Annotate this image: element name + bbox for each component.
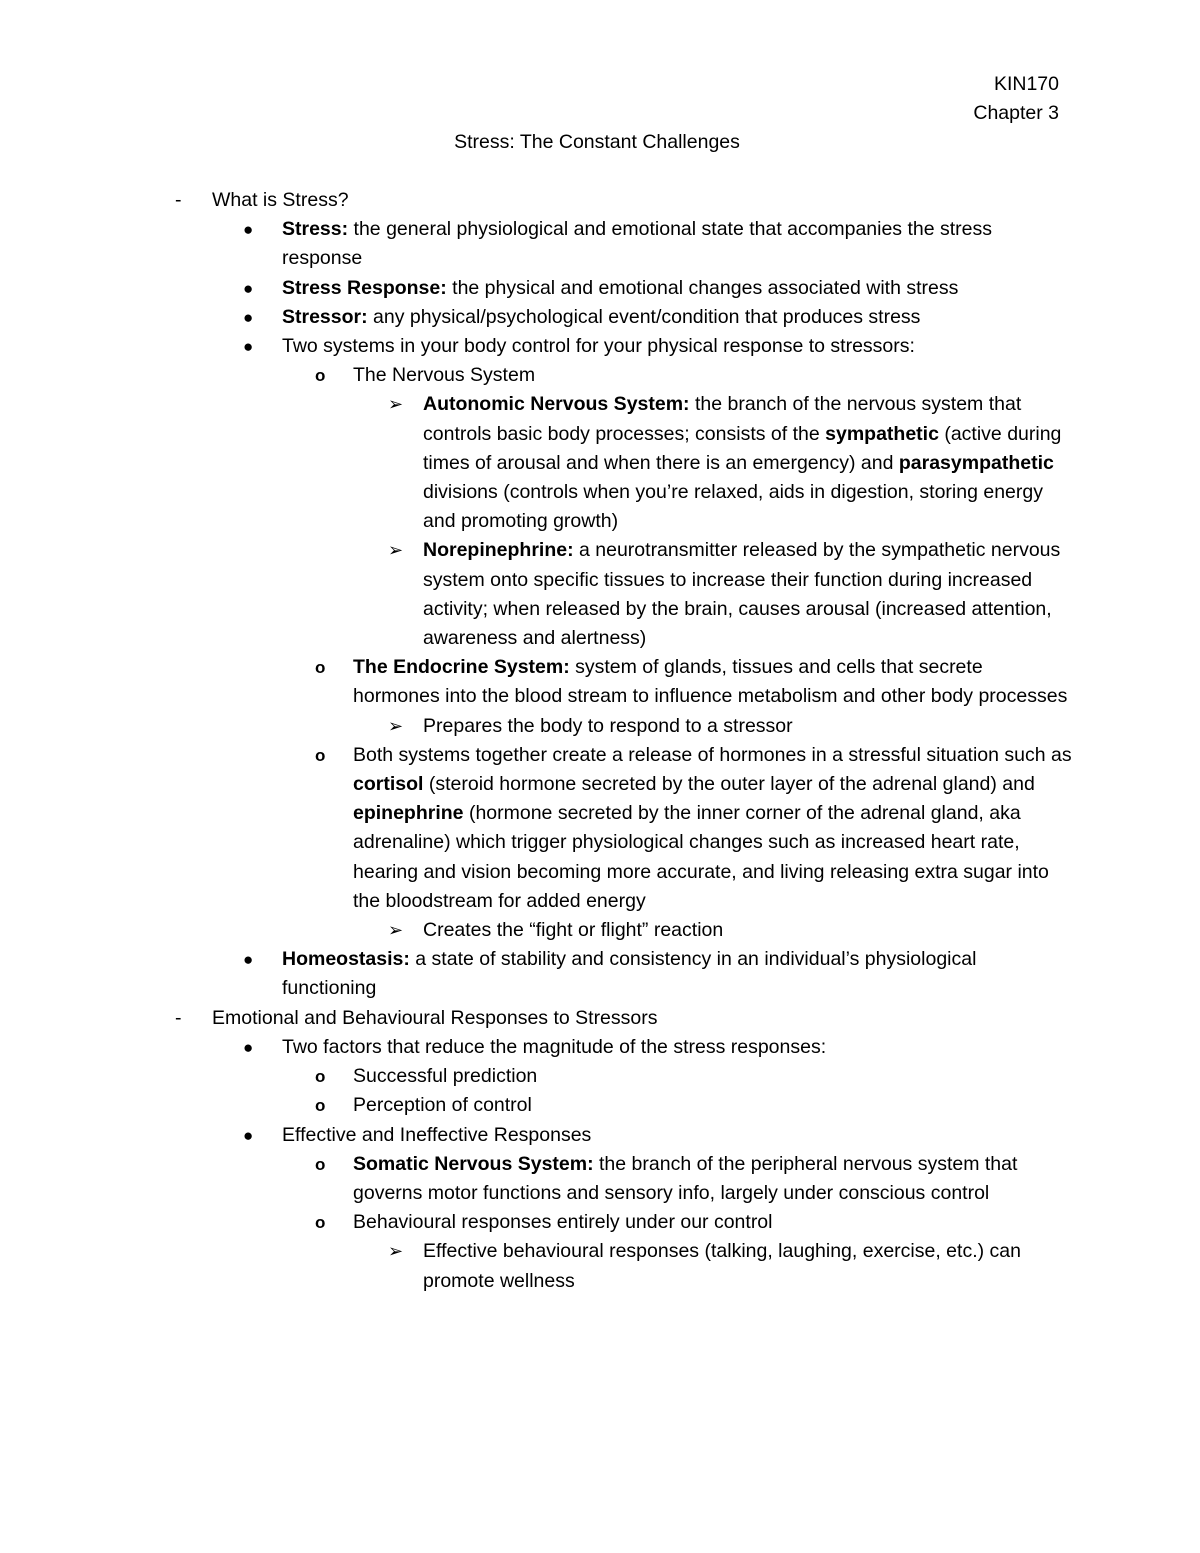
key-term: Homeostasis: [282, 948, 410, 971]
text-segment: the branch of the nervous system that controls basic body processes; consists of the [423, 393, 1022, 445]
outline-item [0, 215, 1200, 273]
circle-marker: o [315, 1067, 326, 1087]
bullet-marker: ● [243, 307, 254, 327]
page-header [973, 70, 1059, 128]
outline-item-text [423, 1237, 1073, 1295]
outline-item [0, 274, 1200, 303]
chapter-label: Chapter 3 [973, 102, 1059, 125]
bullet-marker: ● [243, 1125, 254, 1145]
item-description: What is Stress? [212, 189, 349, 211]
outline-item-text [423, 390, 1073, 536]
circle-marker: o [315, 745, 326, 765]
item-description: Creates the “fight or flight” reaction [423, 919, 724, 942]
outline-item-text [353, 361, 1073, 390]
outline-item-text [282, 274, 1072, 303]
outline-item-text [423, 712, 1073, 741]
circle-marker: o [315, 366, 326, 386]
outline-item-text [282, 1121, 1072, 1150]
key-term: Stress: [282, 218, 349, 241]
circle-marker: o [315, 1154, 326, 1174]
outline-item-text [353, 1150, 1073, 1208]
dash-marker: - [175, 189, 182, 211]
outline-item-text [423, 916, 1073, 945]
item-description: system of glands, tissues and cells that secrete hormones into the blood stream to influence metabolism and other body processes [353, 656, 1068, 708]
dash-marker: - [175, 1006, 182, 1029]
key-term: Autonomic Nervous System: [423, 393, 690, 416]
item-description: the general physiological and emotional state that accompanies the stress response [282, 218, 993, 270]
outline-item-text [353, 741, 1073, 916]
notes-outline [0, 186, 1200, 1296]
outline-item-text [282, 1033, 1072, 1062]
outline-item [0, 945, 1200, 1003]
item-description: The Nervous System [353, 364, 536, 387]
key-term: cortisol [353, 773, 424, 796]
outline-item [0, 1004, 1200, 1033]
item-description: Perception of control [353, 1094, 532, 1117]
outline-item-text [353, 653, 1073, 711]
bullet-marker: ● [243, 950, 254, 970]
outline-item [0, 361, 1200, 390]
outline-item [0, 303, 1200, 332]
key-term: parasympathetic [898, 451, 1054, 474]
arrow-marker: ➢ [388, 540, 404, 561]
outline-item-text [282, 303, 1072, 332]
course-code: KIN170 [993, 73, 1059, 95]
outline-item-text [282, 215, 1072, 273]
outline-item [0, 332, 1200, 361]
outline-item [0, 916, 1200, 945]
circle-marker: o [315, 1096, 326, 1116]
item-description: Two systems in your body control for your physical response to stressors: [282, 335, 915, 358]
arrow-marker: ➢ [388, 394, 404, 415]
outline-item-text [282, 332, 1072, 361]
item-description: a state of stability and consistency in an individual’s physiological functioning [282, 948, 977, 1000]
item-description: Effective and Ineffective Responses [282, 1123, 592, 1146]
bullet-marker: ● [243, 278, 254, 298]
arrow-marker: ➢ [388, 715, 404, 736]
outline-item-text [282, 945, 1072, 1003]
key-term: The Endocrine System: [353, 656, 570, 679]
key-term: Somatic Nervous System: [353, 1152, 594, 1175]
item-description: Successful prediction [353, 1065, 538, 1088]
text-segment: Both systems together create a release of hormones in a stressful situation such as [353, 743, 1072, 766]
arrow-marker: ➢ [388, 1241, 404, 1262]
arrow-marker: ➢ [388, 920, 404, 941]
outline-item-text [212, 1004, 1072, 1033]
item-description: the physical and emotional changes associated with stress [446, 276, 959, 299]
text-segment: divisions (controls when you’re relaxed, aids in digestion, storing energy and promoting growth) [423, 481, 1043, 533]
circle-marker: o [315, 1213, 326, 1233]
outline-item [0, 1091, 1200, 1120]
outline-item [0, 1062, 1200, 1091]
text-segment: (steroid hormone secreted by the outer layer of the adrenal gland) and [423, 773, 1035, 796]
outline-item [0, 712, 1200, 741]
key-term: Norepinephrine: [423, 539, 574, 562]
outline-item-text [212, 186, 1072, 215]
text-segment: (hormone secreted by the inner corner of the adrenal gland, aka adrenaline) which trigger physiological changes such as increased heart rate, hearing and vision becoming more accurate, and living releasing extra sugar into the bloodstream for added energy [353, 802, 1049, 912]
outline-item [0, 1237, 1200, 1295]
item-description: Behavioural responses entirely under our control [353, 1211, 773, 1234]
outline-item [0, 390, 1200, 536]
text-segment: (active during times of arousal and when there is an emergency) and [423, 422, 1062, 474]
outline-item [0, 1208, 1200, 1237]
outline-item-text [353, 1062, 1073, 1091]
key-term: Stressor: [282, 305, 368, 328]
outline-item [0, 653, 1200, 711]
item-description: Effective behavioural responses (talking, laughing, exercise, etc.) can promote wellness [423, 1240, 1021, 1292]
bullet-marker: ● [243, 220, 254, 240]
outline-item [0, 536, 1200, 653]
outline-item [0, 1121, 1200, 1150]
item-description: Emotional and Behavioural Responses to Stressors [212, 1006, 658, 1029]
outline-item-text [423, 536, 1073, 653]
item-description: Two factors that reduce the magnitude of the stress responses: [282, 1035, 827, 1058]
bullet-marker: ● [243, 337, 254, 357]
outline-item [0, 1033, 1200, 1062]
item-description: a neurotransmitter released by the sympathetic nervous system onto specific tissues to increase their function during increased activity; when released by the brain, causes arousal (increased attention, awareness and alertness) [423, 539, 1061, 650]
item-description: Prepares the body to respond to a stressor [423, 714, 793, 737]
page-title: Stress: The Constant Challenges [454, 131, 740, 153]
circle-marker: o [315, 658, 326, 678]
outline-item-text [353, 1091, 1073, 1120]
outline-item [0, 186, 1200, 215]
key-term: Stress Response: [282, 276, 447, 299]
outline-item [0, 741, 1200, 916]
key-term: sympathetic [825, 422, 939, 445]
item-description: any physical/psychological event/condition that produces stress [367, 305, 921, 328]
outline-item-text [353, 1208, 1073, 1237]
bullet-marker: ● [243, 1037, 254, 1057]
key-term: epinephrine [353, 802, 464, 825]
item-description: the branch of the peripheral nervous system that governs motor functions and sensory info, largely under conscious control [353, 1152, 1018, 1204]
outline-item [0, 1150, 1200, 1208]
